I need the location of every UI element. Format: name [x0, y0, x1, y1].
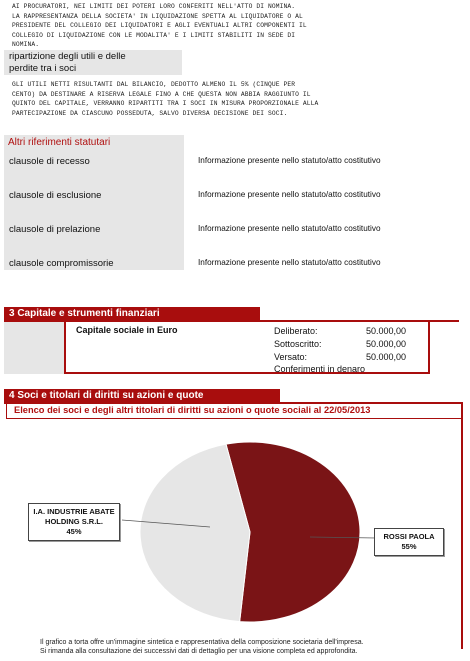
- conferimenti-text: Conferimenti in denaro: [274, 364, 366, 374]
- top-paragraph: [12, 2, 462, 50]
- clause-info-prelazione: Informazione presente nello statuto/atto costitutivo: [198, 224, 381, 233]
- sottoscritto-label: Sottoscritto:: [274, 339, 322, 349]
- text-line: COLLEGIO DI LIQUIDAZIONE CON LE MODALITA' E I LIMITI STABILITI IN SEDE DI: [12, 31, 296, 39]
- text-line: CENTO) DA DESTINARE A RISERVA LEGALE FINO A CHE QUESTA NON ABBIA RAGGIUNTO IL: [12, 90, 311, 98]
- pie-label-line: ROSSI PAOLA: [383, 532, 435, 541]
- ripartizione-heading-box: [4, 50, 182, 75]
- pie-label-pct: 45%: [66, 527, 82, 536]
- soci-subtitle: Elenco dei soci e degli altri titolari di diritti su azioni o quote sociali al 22/05/2013: [14, 405, 371, 415]
- section-3-title: 3 Capitale e strumenti finanziari: [4, 307, 260, 321]
- pie-label-line: I.A. INDUSTRIE ABATE: [33, 507, 115, 516]
- pie-label-line: HOLDING S.R.L.: [45, 517, 103, 526]
- clause-info-recesso: Informazione presente nello statuto/atto costitutivo: [198, 156, 381, 165]
- clause-label-prelazione: clausole di prelazione: [9, 224, 101, 235]
- pie-slice-ia-industrie: [140, 444, 250, 621]
- capitale-label: Capitale sociale in Euro: [76, 325, 178, 335]
- deliberato-value: 50.000,00: [365, 326, 406, 336]
- footer-line-1: Il grafico a torta offre un'immagine sintetica e rappresentativa della composizione societaria dell'impresa.: [40, 639, 364, 646]
- deliberato-label: Deliberato:: [274, 326, 318, 336]
- text-line: QUINTO DEL CAPITALE, VERRANNO RIPARTITI TRA I SOCI IN MISURA PROPORZIONALE ALLA: [12, 100, 319, 108]
- ripartizione-heading-line2: perdite tra i soci: [9, 62, 77, 74]
- pie-label-ia-industrie: [28, 503, 120, 541]
- clause-label-compromissorie: clausole compromissorie: [9, 258, 114, 269]
- versato-label: Versato:: [274, 352, 308, 362]
- text-line: AI PROCURATORI, NEI LIMITI DEI POTERI LORO CONFERITI NELL'ATTO DI NOMINA.: [12, 3, 296, 10]
- pie-label-pct: 55%: [401, 542, 417, 551]
- capitale-gray-box: [4, 322, 64, 374]
- ripartizione-heading-line1: ripartizione degli utili e delle: [9, 51, 126, 62]
- text-line: PARTECIPAZIONE DA CIASCUNO POSSEDUTA, SALVO DIVERSA DECISIONE DEI SOCI.: [12, 109, 288, 117]
- text-line: GLI UTILI NETTI RISULTANTI DAL BILANCIO, DEDOTTO ALMENO IL 5% (CINQUE PER: [12, 81, 296, 88]
- text-line: NOMINA.: [12, 41, 40, 49]
- clause-info-compromissorie: Informazione presente nello statuto/atto costitutivo: [198, 258, 381, 267]
- versato-value: 50.000,00: [365, 352, 406, 362]
- clause-label-esclusione: clausole di esclusione: [9, 190, 102, 201]
- altri-riferimenti-heading: Altri riferimenti statutari: [8, 137, 111, 148]
- clause-label-recesso: clausole di recesso: [9, 156, 90, 167]
- sottoscritto-value: 50.000,00: [365, 339, 406, 349]
- text-line: PRESIDENTE DEL COLLEGIO DEI LIQUIDATORI E AGLI EVENTUALI ALTRI COMPONENTI IL: [12, 22, 307, 30]
- footer-line-2: Si rimanda alla consultazione dei successivi dati di dettaglio per una visione completa ed approfondita.: [40, 648, 358, 655]
- section-4-title: 4 Soci e titolari di diritti su azioni e quote: [4, 389, 280, 403]
- ripartizione-text: [12, 80, 462, 118]
- pie-label-rossi-paola: [374, 528, 444, 556]
- clause-info-esclusione: Informazione presente nello statuto/atto costitutivo: [198, 190, 381, 199]
- text-line: LA RAPPRESENTANZA DELLA SOCIETA' IN LIQUIDAZIONE SPETTA AL LIQUIDATORE O AL: [12, 12, 303, 20]
